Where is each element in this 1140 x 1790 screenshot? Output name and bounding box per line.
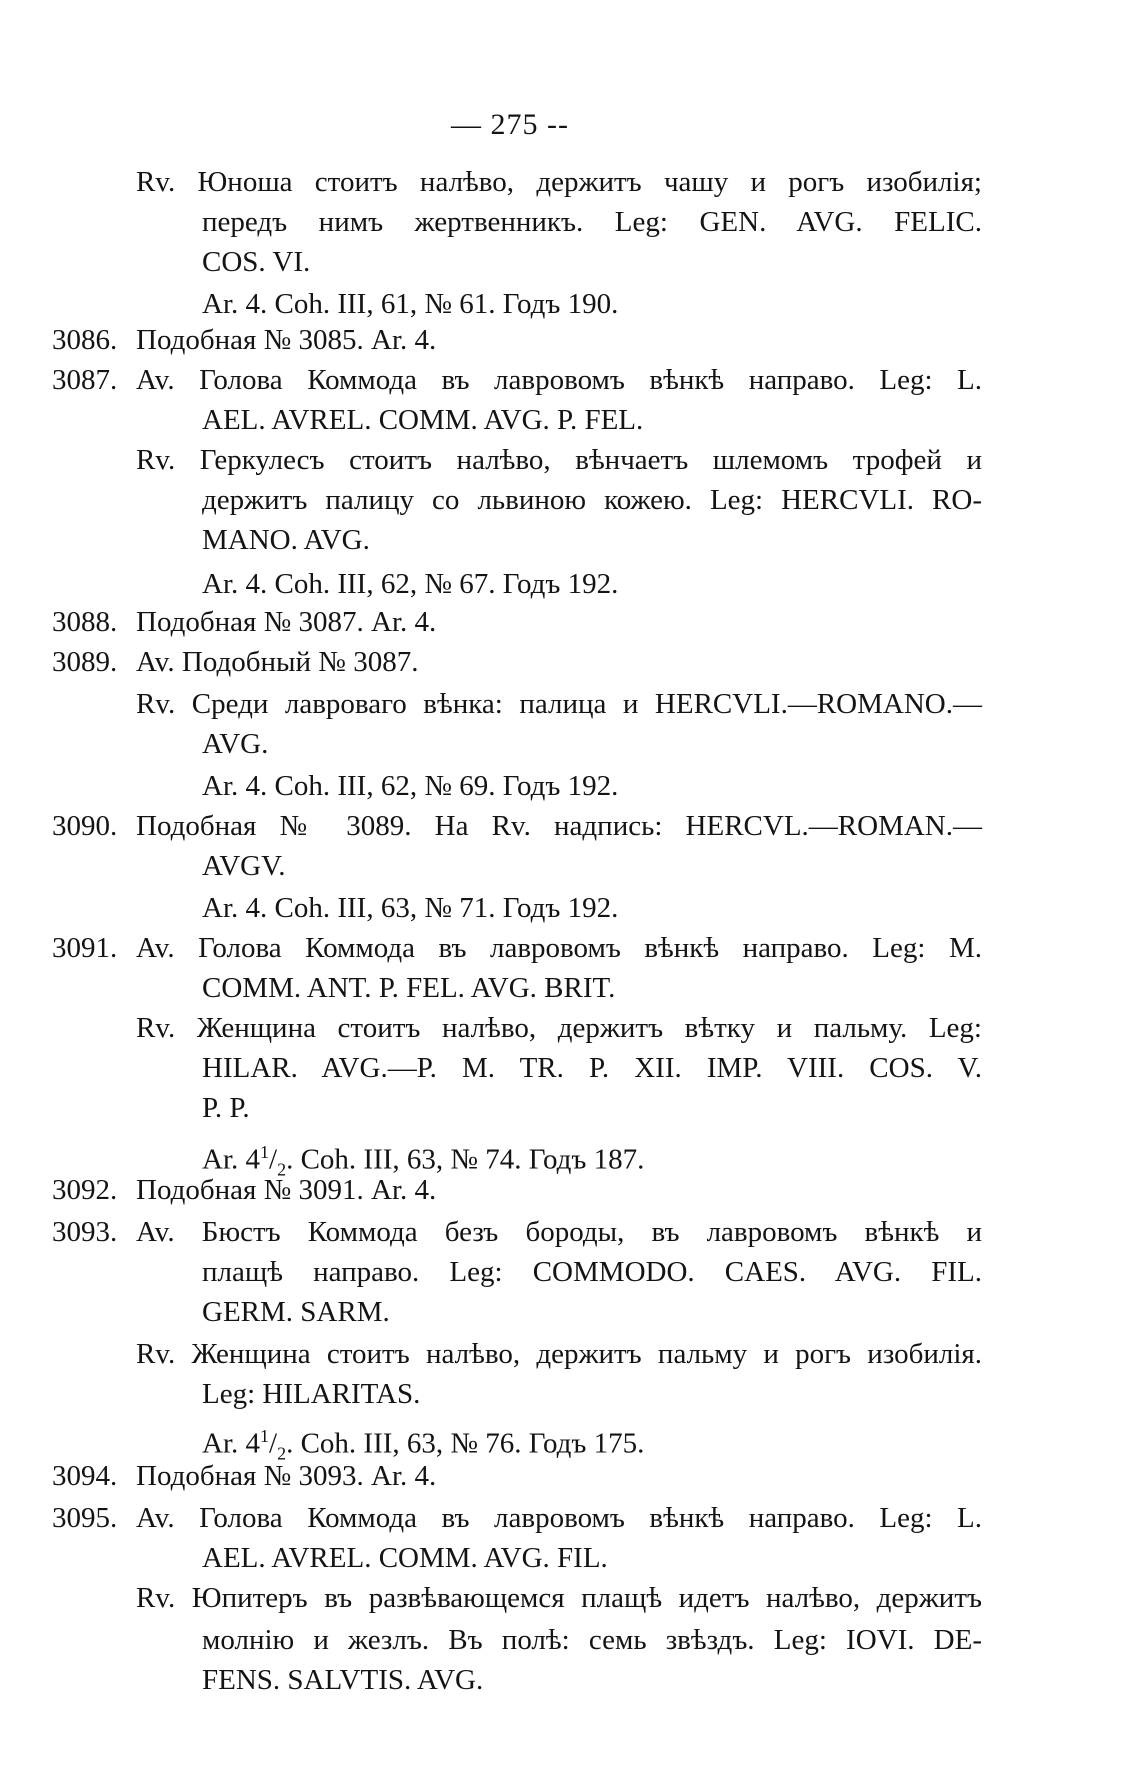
- entry-number: 3087.: [52, 364, 118, 396]
- text-line: Подобная № 3085. Ar. 4.: [136, 324, 437, 356]
- entry-number: 3094.: [52, 1460, 118, 1492]
- entry-number: 3089.: [52, 646, 118, 678]
- text-fragment: . Coh. III, 63, № 74. Годъ 187.: [286, 1143, 645, 1176]
- entry-number: 3090.: [52, 810, 118, 842]
- text-line: Av. Подобный № 3087.: [136, 646, 419, 678]
- text-line: Rv. Женщина стоитъ налѣво, держитъ пальму и рогъ изобилія.: [136, 1338, 982, 1370]
- text-line: FENS. SALVTIS. AVG.: [202, 1664, 484, 1696]
- entry-number: 3088.: [52, 606, 118, 638]
- entry-number: 3092.: [52, 1174, 118, 1206]
- text-line: P. P.: [202, 1092, 250, 1124]
- text-line: Rv. Юпитеръ въ развѣвающемся плащѣ идетъ налѣво, держитъ: [136, 1582, 982, 1614]
- page-number: — 275 --: [451, 108, 569, 141]
- fraction-numerator: 1: [260, 1142, 269, 1162]
- text-line: Ar. 4. Coh. III, 61, № 61. Годъ 190.: [202, 288, 619, 320]
- text-line: Av. Голова Коммода въ лавровомъ вѣнкѣ направо. Leg: L.: [136, 1502, 982, 1534]
- text-line: AEL. AVREL. COMM. AVG. P. FEL.: [202, 404, 644, 436]
- text-line: Подобная № 3089. На Rv. надпись: HERCVL.—ROMAN.—: [136, 810, 982, 842]
- text-line: Подобная № 3091. Ar. 4.: [136, 1174, 437, 1206]
- text-line: MANO. AVG.: [202, 524, 370, 556]
- entry-number: 3091.: [52, 932, 118, 964]
- text-line: AVG.: [202, 728, 269, 760]
- text-line: AEL. AVREL. COMM. AVG. FIL.: [202, 1542, 608, 1574]
- text-line: Ar. 4. Coh. III, 62, № 67. Годъ 192.: [202, 568, 619, 600]
- text-line: Rv. Геркулесъ стоитъ налѣво, вѣнчаетъ шлемомъ трофей и: [136, 444, 982, 476]
- text-fragment: . Coh. III, 63, № 76. Годъ 175.: [286, 1427, 645, 1460]
- text-line: Ar. 4. Coh. III, 62, № 69. Годъ 192.: [202, 770, 619, 802]
- text-fragment: Ar. 4: [202, 1143, 260, 1176]
- text-line: передъ нимъ жертвенникъ. Leg: GEN. AVG. FELIC.: [202, 206, 982, 238]
- text-line: Подобная № 3093. Ar. 4.: [136, 1460, 437, 1492]
- text-line: Av. Голова Коммода въ лавровомъ вѣнкѣ направо. Leg: L.: [136, 364, 982, 396]
- text-line: держитъ палицу со львиною кожею. Leg: HERCVLI. RO-: [202, 484, 982, 516]
- text-line: Rv. Женщина стоитъ налѣво, держитъ вѣтку и пальму. Leg:: [136, 1012, 982, 1044]
- text-line: HILAR. AVG.—P. M. TR. P. XII. IMP. VIII. COS. V.: [202, 1052, 982, 1084]
- entry-number: 3093.: [52, 1216, 118, 1248]
- text-line: COS. VI.: [202, 246, 311, 278]
- text-line: Подобная № 3087. Ar. 4.: [136, 606, 437, 638]
- text-line: Rv. Среди лавроваго вѣнка: палица и HERCVLI.—ROMANO.—: [136, 688, 982, 720]
- entry-number: 3086.: [52, 324, 118, 356]
- text-line: Leg: HILARITAS.: [202, 1378, 421, 1410]
- text-fragment: Ar. 4: [202, 1427, 260, 1460]
- fraction-slash: /: [269, 1427, 278, 1460]
- text-line: Ar. 4. Coh. III, 63, № 71. Годъ 192.: [202, 892, 619, 924]
- fraction-numerator: 1: [260, 1426, 269, 1446]
- text-line: AVGV.: [202, 850, 286, 882]
- text-line: Rv. Юноша стоитъ налѣво, держитъ чашу и рогъ изобилія;: [136, 166, 982, 198]
- text-line: COMM. ANT. P. FEL. AVG. BRIT.: [202, 972, 616, 1004]
- text-line: GERM. SARM.: [202, 1296, 390, 1328]
- fraction-denominator: 2: [277, 1159, 287, 1180]
- text-line: молнію и жезлъ. Въ полѣ: семь звѣздъ. Leg: IOVI. DE-: [202, 1624, 982, 1656]
- fraction-denominator: 2: [277, 1443, 287, 1464]
- entry-number: 3095.: [52, 1502, 118, 1534]
- fraction-slash: /: [269, 1143, 278, 1176]
- text-line: плащѣ направо. Leg: COMMODO. CAES. AVG. FIL.: [202, 1256, 982, 1288]
- text-line: Av. Бюстъ Коммода безъ бороды, въ лавровомъ вѣнкѣ и: [136, 1216, 982, 1248]
- text-line: Av. Голова Коммода въ лавровомъ вѣнкѣ направо. Leg: M.: [136, 932, 982, 964]
